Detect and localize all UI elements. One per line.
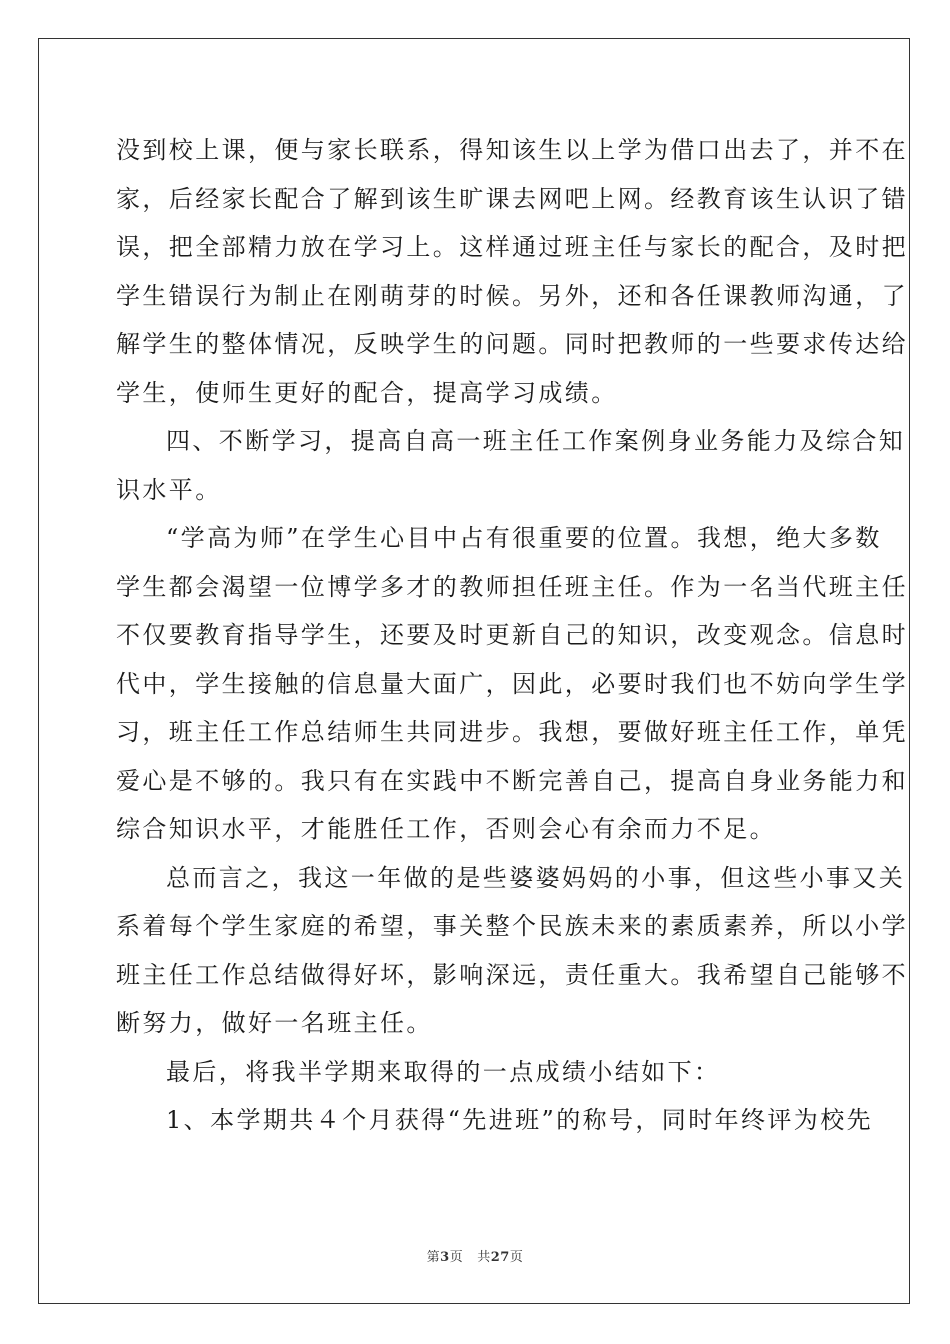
text-line: 学生都会渴望一位博学多才的教师担任班主任。作为一名当代班主任 [116,572,908,601]
text-line: 代中，学生接触的信息量大面广，因此，必要时我们也不妨向学生学 [116,669,908,698]
text-line: 最后，将我半学期来取得的一点成绩小结如下： [166,1057,721,1086]
document-body [116,126,908,1145]
text-line: 家，后经家长配合了解到该生旷课去网吧上网。经教育该生认识了错 [116,184,908,213]
page-number: 3 [440,1250,450,1265]
text-line: 1、本学期共４个月获得“先进班”的称号，同时年终评为校先 [166,1106,874,1134]
text-line: 断努力，做好一名班主任。 [116,1009,433,1037]
text-line: 识水平。 [116,475,222,504]
page-prefix: 第 [426,1250,441,1265]
total-suffix: 页 [509,1250,524,1265]
text-line: 没到校上课，便与家长联系，得知该生以上学为借口出去了，并不在 [116,136,908,164]
text-line: 习，班主任工作总结师生共同进步。我想，要做好班主任工作，单凭 [116,718,908,746]
text-line: 学生，使师生更好的配合，提高学习成绩。 [116,378,618,407]
text-line: 爱心是不够的。我只有在实践中不断完善自己，提高自身业务能力和 [116,766,908,795]
text-line: 综合知识水平，才能胜任工作，否则会心有余而力不足。 [116,815,776,843]
text-line: 不仅要教育指导学生，还要及时更新自己的知识，改变观念。信息时 [116,621,908,649]
text-line: 总而言之，我这一年做的是些婆婆妈妈的小事，但这些小事又关 [166,863,906,892]
text-line: 班主任工作总结做得好坏，影响深远，责任重大。我希望自己能够不 [116,960,908,989]
text-line: “学高为师”在学生心目中占有很重要的位置。我想，绝大多数 [166,524,882,552]
total-prefix: 共 [477,1250,491,1265]
text-line: 学生错误行为制止在刚萌芽的时候。另外，还和各任课教师沟通，了 [116,281,908,310]
text-line: 四、不断学习，提高自高一班主任工作案例身业务能力及综合知 [166,427,906,455]
total-pages: 27 [490,1250,510,1265]
page-footer [0,1246,950,1265]
text-line: 系着每个学生家庭的希望，事关整个民族未来的素质素养，所以小学 [116,912,908,940]
page-suffix: 页 [449,1250,464,1265]
text-line: 误，把全部精力放在学习上。这样通过班主任与家长的配合，及时把 [116,233,908,261]
text-line: 解学生的整体情况，反映学生的问题。同时把教师的一些要求传达给 [116,330,908,358]
